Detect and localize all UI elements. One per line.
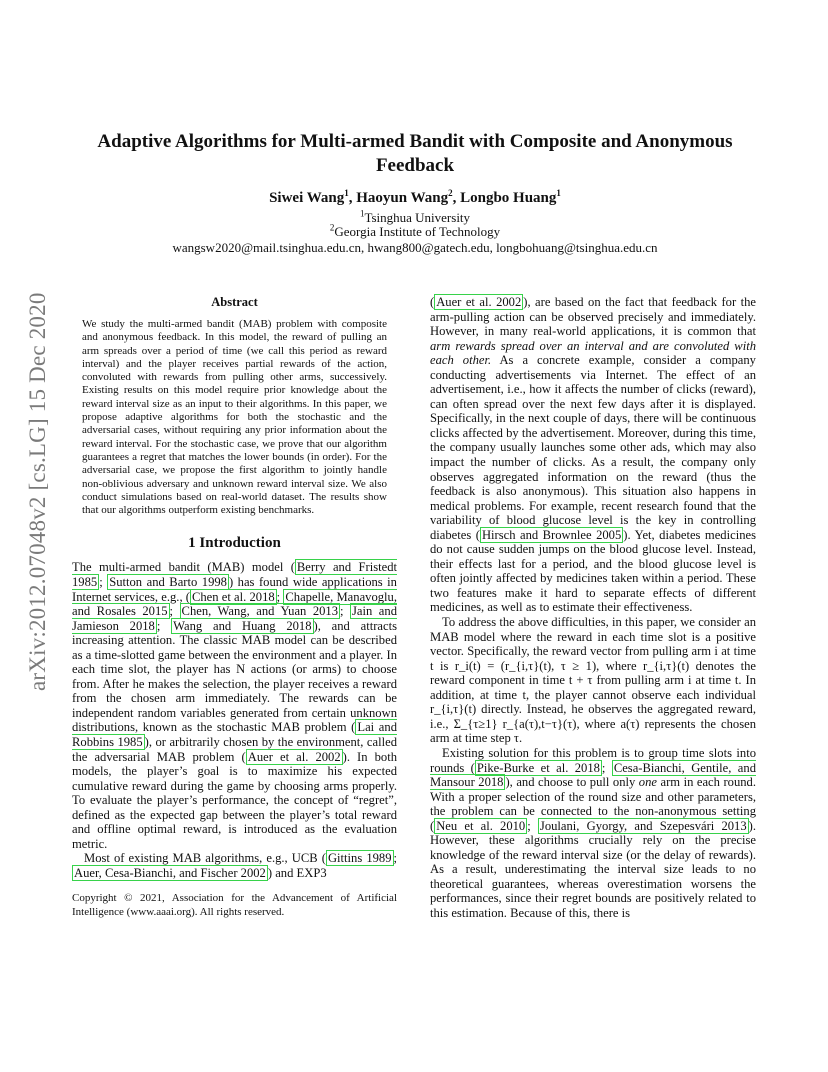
right-paragraph-2: To address the above difficulties, in this paper, we consider an MAB model where the reward in each time slot is a positive vector. Specifically, the reward vector from pulling arm i at time t is r_i(t) = (r_{i,τ}(t), τ ≥ 1), where r_{i,τ}(t) denotes the reward component in time t + τ from pulling arm i at time t. In addition, at time t, the player cannot observe each individual r_{i,τ}(t) directly. Instead, he observes the aggregated reward, i.e., Σ_{τ≥1} r_{a(τ),t−τ}(τ), where a(τ) represents the chosen arm at time step τ. [430,615,756,746]
right-column [430,295,756,921]
copyright-notice: Copyright © 2021, Association for the Advancement of Artificial Intelligence (www.aaai.org). All rights reserved. [72,892,397,918]
left-column [72,295,397,919]
citation-link[interactable]: Joulani, Gyorgy, and Szepesvári 2013 [539,818,747,833]
citation-link[interactable]: Wang and Huang 2018 [173,618,312,633]
author-emails: wangsw2020@mail.tsinghua.edu.cn, hwang800@gatech.edu, longbohuang@tsinghua.edu.cn [172,240,658,255]
citation-link[interactable]: Cesa-Bianchi, Gentile, and Mansour 2018 [430,760,756,790]
citation-link[interactable]: Hirsch and Brownlee 2005 [481,527,622,542]
citation-link[interactable]: Chapelle, Manavoglu, and Rosales 2015 [72,589,397,619]
section-heading-introduction: 1 Introduction [188,535,281,552]
intro-paragraph-1: The multi-armed bandit (MAB) model ( Berry and Fristedt 1985 ; Sutton and Barto 1998 ) has found wide applications in Internet services, e.g., ( Chen et al. 2018 ; Chapelle, Manavoglu, and Rosales 2015 ; Chen, Wang, and Yuan 2013 ; Jain and Jamieson 2018 ; Wang and Huang 2018 ), and attracts increasing attention. The classic MAB model can be described as a time-slotted game between the environment and a player. In each time slot, the player has N actions (or arms) to choose from. After he makes the selection, the player receives a reward from the chosen arm immediately. The rewards can be independent random variables generated from certain unknown distributions, known as the stochastic MAB problem ( Lai and Robbins 1985 ), or arbitrarily chosen by the environment, called the adversarial MAB problem ( Auer et al. 2002 ). In both models, the player’s goal is to maximize his expected cumulative reward during the game by choosing arms properly. To evaluate the player’s performance, the concept of “regret”, defined as the expected gap between the player’s total reward and offline optimal reward, is introduced as the evaluation metric. [72,560,397,851]
arxiv-identifier: arXiv:2012.07048v2 [cs.LG] 15 Dec 2020 [25,292,50,692]
right-paragraph-3: Existing solution for this problem is to group time slots into rounds ( Pike-Burke et al. 2018 ; Cesa-Bianchi, Gentile, and Mansour 2018 ), and choose to pull only one arm in each round. With a proper selection of the round size and other parameters, the problem can be connected to the non-anonymous setting ( Neu et al. 2010 ; Joulani, Gyorgy, and Szepesvári 2013 ). However, these algorithms crucially rely on the precise knowledge of the reward interval size (or the delay of rewards). As a result, underestimating the interval size leads to no theoretical guarantees, whereas overestimation worsens the performances, since their regret bounds are positively related to this estimation. Because of this, there is [430,745,756,920]
affiliation-2: $^2$Georgia Institute of Technology [329,222,501,239]
citation-link[interactable]: Lai and Robbins 1985 [72,720,397,750]
affiliation-1: $^1$Tsinghua University [359,208,471,225]
citation-link[interactable]: Berry and Fristedt 1985 [72,560,397,589]
citation-link[interactable]: Gittins 1989 [327,851,392,866]
intro-paragraph-2: Most of existing MAB algorithms, e.g., UCB ( Gittins 1989 ; Auer, Cesa-Bianchi, and Fischer 2002 ) and EXP3 [74,851,398,880]
citation-link[interactable]: Chen et al. 2018 [191,589,275,604]
paper-title: Adaptive Algorithms for Multi-armed Bandit with Composite and Anonymous Feedback [97,131,733,176]
citation-link[interactable]: Auer et al. 2002 [436,295,522,309]
citation-link[interactable]: Auer et al. 2002 [247,749,341,764]
author-list: Siwei Wang$^1$, Haoyun Wang$^2$, Longbo Huang$^1$ [269,188,561,206]
abstract-heading: Abstract [211,295,258,309]
right-paragraph-1: ( Auer et al. 2002 ), are based on the fact that feedback for the arm-pulling action can be observed precisely and immediately. However, in many real-world applications, it is common that arm rewards spread over an interval and are convoluted with each other. As a concrete example, consider a company conducting advertisements via Internet. The effect of an advertisement, i.e., how it affects the number of clicks (reward), can often spread over the next few days after it is displayed. Specifically, in the next couple of days, there will be continuous clicks affected by the advertisement. Moreover, during this time, the company usually launches some other ads, which may also impact the number of clicks. As a result, the company only observes aggregated information on the reward (thus the feedback is also anonymous). This situation also happens in medical problems. For example, recent research found that the variability of blood glucose level is the key in controlling diabetes ( Hirsch and Brownlee 2005 ). Yet, diabetes medicines do not cause sudden jumps on the blood glucose level. Instead, their effects last for a period, and the blood glucose level is often jointly affected by medicines taken within a period. These two features make it hard to separate effects of different medicines, as well as to estimate their effectiveness. [430,295,756,615]
citation-link[interactable]: Sutton and Barto 1998 [109,575,227,589]
citation-link[interactable]: Neu et al. 2010 [436,818,526,833]
citation-link[interactable]: Jain and Jamieson 2018 [72,604,397,633]
citation-link[interactable]: Pike-Burke et al. 2018 [476,760,600,775]
abstract-text: We study the multi-armed bandit (MAB) problem with composite and anonymous feedback. In this model, the reward of pulling an arm spreads over a period of time (we call this period as reward interval) and the player receives partial rewards of the action, convoluted with rewards from pulling other arms, successively. Existing results on this model require prior knowledge about the reward interval size as an input to their algorithms. In this paper, we propose adaptive algorithms for both the stochastic and the adversarial cases, without requiring any prior information about the reward interval. For the stochastic case, we prove that our algorithm guarantees a regret that matches the lower bounds (in order). For the adversarial case, we propose the first algorithm to jointly handle non-oblivious adversary and unknown reward interval size. We also conduct simulations based on real-world dataset. The results show that our algorithms outperform existing benchmarks. [82,318,387,517]
citation-link[interactable]: Auer, Cesa-Bianchi, and Fischer 2002 [74,865,266,880]
citation-link[interactable]: Chen, Wang, and Yuan 2013 [181,604,339,619]
